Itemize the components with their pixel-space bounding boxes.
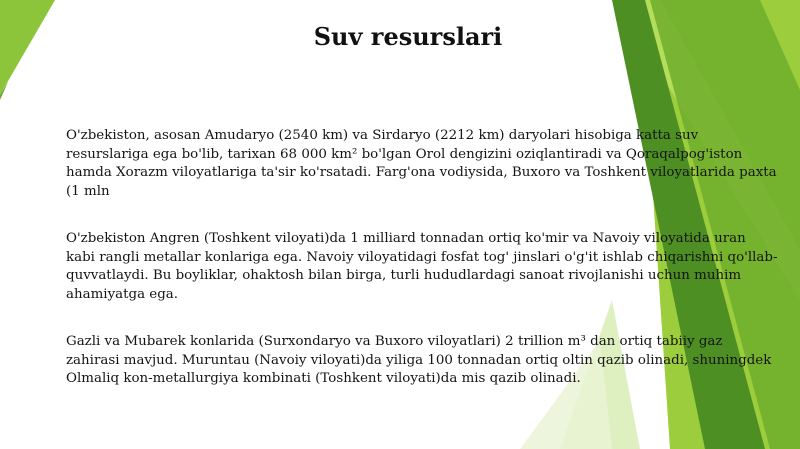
slide-title: Suv resurslari: [313, 22, 503, 51]
paragraph-coal-and-metals: O'zbekiston Angren (Toshkent viloyati)da 1 milliard tonnadan ortiq ko'mir va Navoiy viloyatida uran kabi rangli metallar konlariga ega. Navoiy viloyatidagi fosfat tog' jinslari o'g'it ishlab chiqarishni qo'llab-quvvatlaydi. Bu boyliklar, ohaktosh bilan birga, turli hududlardagi sanoat rivojlanishi uchun muhim ahamiyatga ega.: [66, 231, 778, 302]
paragraph-water-resources: O'zbekiston, asosan Amudaryo (2540 km) va Sirdaryo (2212 km) daryolari hisobiga katta suv resurslariga ega bo'lib, tarixan 68 000 km² bo'lgan Orol dengizini oziqlantiradi va Qoraqalpog'iston hamda Xorazm viloyatlariga ta'sir ko'rsatadi. Farg'ona vodiysida, Buxoro va Toshkent viloyatlarida paxta (1 mln: [66, 128, 777, 199]
paragraph-gas-and-gold: Gazli va Mubarek konlarida (Surxondaryo va Buxoro viloyatlari) 2 trillion m³ dan ortiq tabiiy gaz zahirasi mavjud. Muruntau (Navoiy viloyati)da yiliga 100 tonnadan ortiq oltin qazib olinadi, shuningdek Olmaliq kon-metallurgiya kombinati (Toshkent viloyati)da mis qazib olinadi.: [66, 334, 772, 386]
